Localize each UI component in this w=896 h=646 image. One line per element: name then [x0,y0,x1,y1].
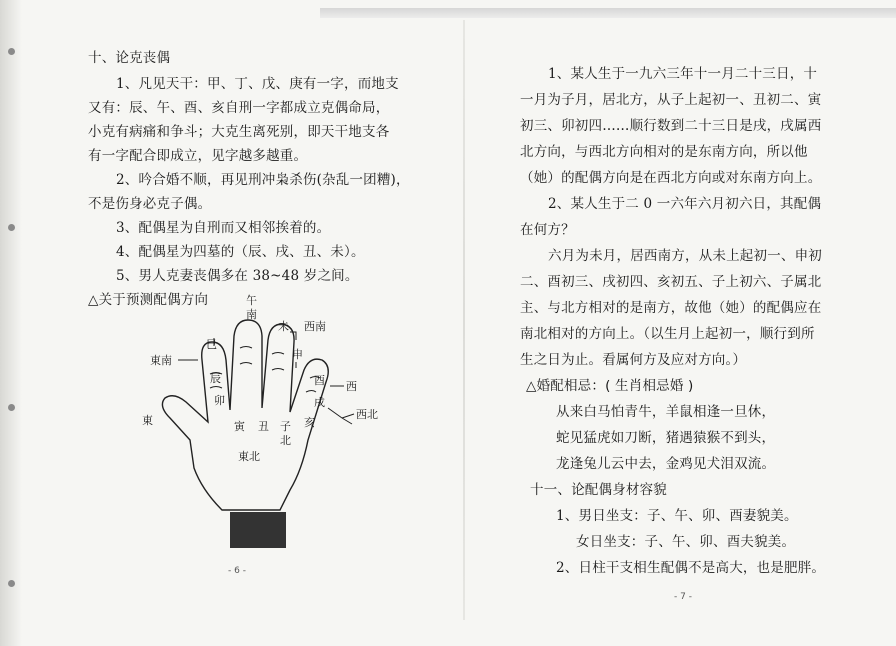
body-line: 又有：辰、午、酉、亥自刑一字都成立克偶命局， [88,100,390,116]
label-you: 酉 [314,374,325,387]
body-line: 二、酉初三、戌初四、亥初五、子上初六、子属北 [520,274,822,290]
body-line: 一月为子月，居北方，从子上起初一、丑初二、寅 [520,92,822,108]
label-nan: 南 [246,308,257,321]
body-line: 4、配偶星为四墓的（辰、戌、丑、未）。 [116,244,365,260]
body-line: 2、日柱干支相生配偶不是高大，也是肥胖。 [556,560,826,576]
body-line: 六月为未月，居西南方，从未上起初一、申初 [548,248,822,264]
body-line: 1、凡见天干：甲、丁、戊、庚有一字，而地支 [116,76,399,92]
label-zi: 子 [280,420,291,433]
palm-direction-diagram [130,290,430,560]
wrist-cuff [230,512,286,548]
binding-edge [0,0,22,646]
label-bei: 北 [280,434,291,447]
page-number: - 7 - [674,592,692,602]
body-line: 女日坐支：子、午、卯、酉夫貌美。 [576,534,796,550]
label-xinan: 西南 [304,320,326,333]
body-line: 生之日为止。看属何方及应对方向。） [520,352,747,368]
label-dong: 東 [142,414,153,427]
label-chen: 辰 [210,372,221,385]
label-chou: 丑 [258,420,269,433]
label-xi: 西 [346,380,357,393]
label-yin: 寅 [234,420,245,433]
body-line: 1、某人生于一九六三年十一月二十三日，十 [548,66,818,82]
punch-hole [8,580,15,587]
body-line: 小克有病痛和争斗；大克生离死别，即天干地支各 [88,124,390,140]
right-page [470,0,890,646]
body-line: 主、与北方相对的是南方，故他（她）的配偶应在 [520,300,822,316]
label-wu: 午 [246,294,257,307]
label-si: 巳 [206,338,217,351]
body-line: 北方向，与西北方向相对的是东南方向，所以他 [520,144,808,160]
body-line: 5、男人克妻丧偶多在 38~48 岁之间。 [116,268,359,284]
punch-hole [8,224,15,231]
body-line: 初三、卯初四……顺行数到二十三日是戌，戌属西 [520,118,822,134]
poem-line: 从来白马怕青牛，羊鼠相逢一旦休， [556,404,776,420]
punch-hole [8,404,15,411]
poem-line: 蛇见猛虎如刀断，猪遇猿猴不到头， [556,430,776,446]
body-line: 2、吟合婚不顺，再见刑冲枭杀伤(杂乱一团糟)， [116,172,410,188]
body-line: （她）的配偶方向是在西北方向或对东南方向上。 [520,170,822,186]
label-dongbei: 東北 [238,450,260,463]
body-line: 2、某人生于二 0 一六年六月初六日，其配偶 [548,196,822,212]
left-page [40,0,460,646]
label-xu: 戌 [314,396,325,409]
body-line: 不是伤身必克子偶。 [88,196,212,212]
label-wei: 未 [278,320,289,333]
body-line: 南北相对的方向上。（以生月上起初一，顺行到所 [520,326,815,342]
label-hai: 亥 [304,416,315,429]
label-mao: 卯 [214,394,225,407]
hand-outline [162,320,328,510]
label-dongnan: 東南 [150,354,172,367]
section-heading: 十一、论配偶身材容貌 [530,482,667,498]
body-line: 3、配偶星为自刑而又相邻挨着的。 [116,220,331,236]
body-line: 1、男日坐支：子、午、卯、酉妻貌美。 [556,508,798,524]
punch-hole [8,48,15,55]
label-xibei: 西北 [356,408,378,421]
body-line: 在何方？ [520,222,575,238]
subheading: △婚配相忌：( 生肖相忌婚 ) [526,378,694,394]
subheading: △关于预测配偶方向 [88,292,209,308]
poem-line: 龙逢兔儿云中去，金鸡见犬泪双流。 [556,456,776,472]
page-number: - 6 - [228,566,246,576]
page-gutter [463,20,465,620]
body-line: 有一字配合即成立，见字越多越重。 [88,148,308,164]
section-heading: 十、论克丧偶 [88,50,171,66]
label-shen: 申 [292,348,303,361]
